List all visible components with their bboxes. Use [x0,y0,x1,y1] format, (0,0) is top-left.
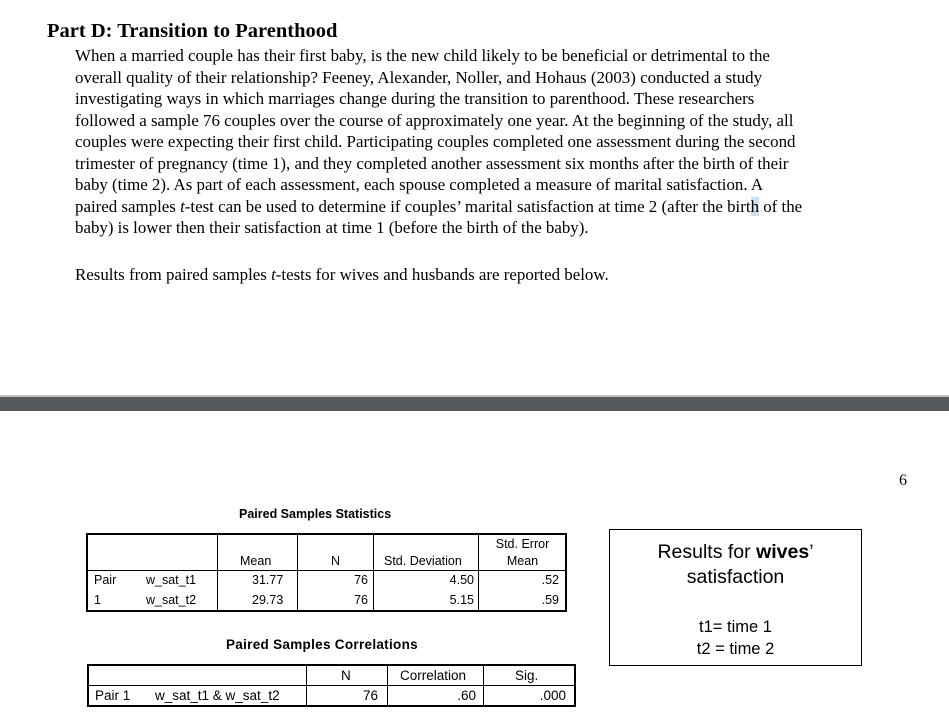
italic-t: t [180,196,185,216]
row-std-error: .52 [541,573,559,587]
header-correlation: Correlation [400,668,467,683]
row-sig: .000 [539,688,566,703]
paragraph-line: investigating ways in which marriages change during the transition to parenthood. These researchers [75,89,755,108]
table-column-rule [373,533,374,612]
row-n: 76 [354,573,368,587]
table-border-right [574,664,576,707]
row-correlation: .60 [457,688,476,703]
row-variable: w_sat_t1 [146,573,197,587]
table-border-bottom [87,705,576,707]
row-std-error: .59 [541,593,559,607]
row-pair: Pair 1 [95,688,131,703]
row-std-deviation: 5.15 [449,593,474,607]
header-n: N [341,668,351,683]
corr-table-title: Paired Samples Correlations [226,637,418,652]
pair-label: Pair [94,573,117,587]
row-mean: 29.73 [252,593,284,607]
text-segment: of the [759,196,803,216]
paragraph-line: trimester of pregnancy (time 1), and they completed another assessment six months after the birth of their [75,153,789,173]
table-border-left [87,664,89,707]
time-legend [610,616,861,660]
table-border-right [565,533,567,612]
header-std-error-mean: Mean [506,554,539,568]
text-segment: -test can be used to determine if couples’ marital satisfaction at time 2 (after the birt [184,196,751,216]
text-segment: paired samples [75,196,181,216]
row-std-deviation: 4.50 [449,573,474,587]
table-column-rule [387,664,388,707]
legend-line: t2 = time 2 [696,640,775,658]
text-segment: Results from paired samples [75,265,272,284]
legend-line: t1= time 1 [699,618,772,636]
table-border-top [87,664,576,666]
header-n: N [331,554,341,568]
stats-table-title: Paired Samples Statistics [239,507,392,521]
paragraph-line: overall quality of their relationship? Feeney, Alexander, Noller, and Hohaus (2003) conducted a study [75,67,763,87]
page-break-bar [0,397,949,411]
table-column-rule [483,664,484,707]
table-header-rule [87,685,576,686]
table-border-bottom [86,610,566,612]
text-segment: Results for [657,541,757,563]
results-box-title [610,540,861,590]
text-segment: -tests for wives and husbands are reported below. [275,265,609,284]
paragraph-line: When a married couple has their first baby, is the new child likely to be beneficial or detrimental to the [75,46,770,65]
results-for-wives-box [609,529,862,666]
table-header-rule [86,570,566,571]
table-column-rule [217,533,218,612]
intro-paragraph [75,45,935,239]
part-heading: Part D: Transition to Parenthood [47,20,338,42]
row-variable: w_sat_t2 [146,593,197,607]
paragraph-line: couples were expecting their first child. Participating couples completed one assessment during the second [75,132,796,151]
table-column-rule [478,533,479,612]
table-column-rule [306,664,307,707]
header-std-deviation: Std. Deviation [384,554,462,568]
header-mean: Mean [240,554,272,568]
table-border-top [86,533,566,535]
header-std-error: Std. Error [495,537,550,551]
italic-t: t [271,265,276,284]
text-cursor-highlight[interactable]: h [750,196,760,216]
row-n: 76 [362,688,378,703]
row-mean: 31.77 [252,573,284,587]
text-segment: satisfaction [686,566,785,588]
row-n: 76 [354,593,368,607]
paragraph-line: baby) is lower then their satisfaction at time 1 (before the birth of the baby). [75,218,589,237]
row-variables: w_sat_t1 & w_sat_t2 [155,688,280,703]
results-intro-line [75,265,609,285]
table-border-left [86,533,88,612]
paragraph-line: baby (time 2). As part of each assessment, each spouse completed a measure of marital satisfaction. A [75,175,764,194]
table-column-rule [297,533,298,612]
header-sig: Sig. [515,668,539,683]
pair-number: 1 [94,593,101,607]
page-number: 6 [899,472,907,489]
paragraph-line [75,196,935,218]
text-segment: ’ [809,541,814,563]
bold-wives: wives [756,541,810,563]
paragraph-line: followed a sample 76 couples over the course of approximately one year. At the beginning of the study, all [75,110,794,130]
